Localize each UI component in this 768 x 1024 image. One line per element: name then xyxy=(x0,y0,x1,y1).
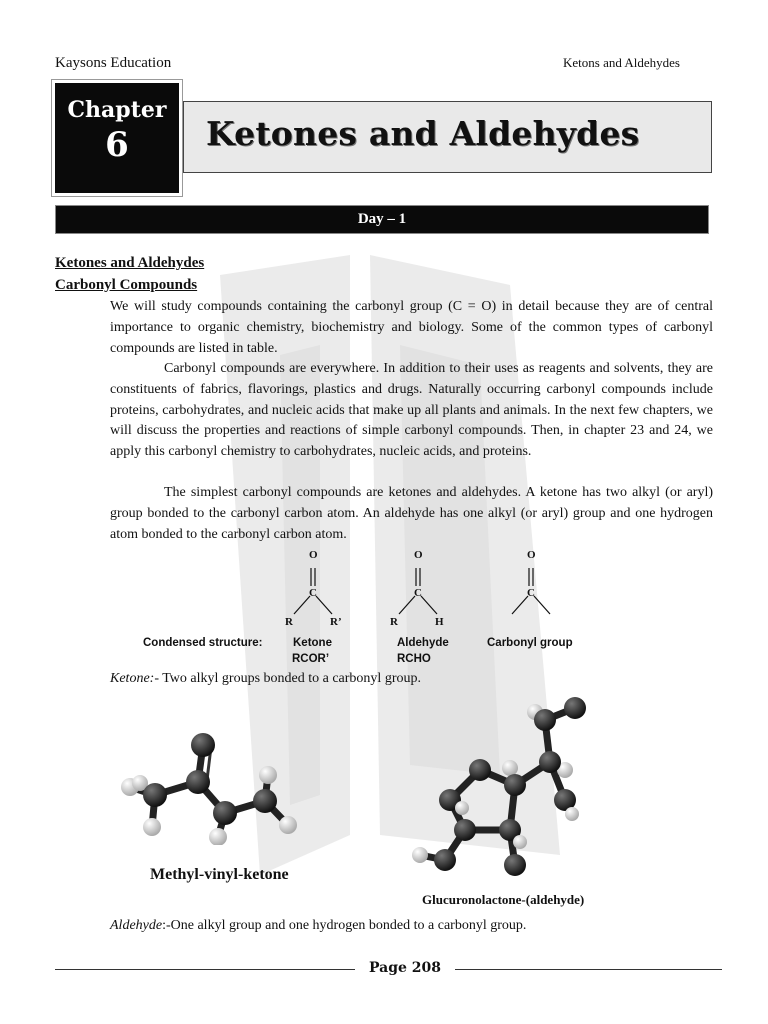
aldehyde-h: H xyxy=(435,616,444,628)
aldehyde-name: Aldehyde xyxy=(397,637,449,649)
chapter-badge xyxy=(55,83,179,193)
aldehyde-definition xyxy=(110,918,526,934)
aldehyde-formula: RCHO xyxy=(397,653,431,665)
condensed-structure-label: Condensed structure: xyxy=(143,637,263,649)
ketone-formula: RCOR’ xyxy=(292,653,330,665)
ketone-carbon: C xyxy=(309,587,317,599)
ketone-oxygen: O xyxy=(309,549,318,561)
aldehyde-oxygen: O xyxy=(414,549,423,561)
methyl-vinyl-ketone-caption: Methyl-vinyl-ketone xyxy=(150,866,289,883)
subsection-heading: Carbonyl Compounds xyxy=(55,277,198,293)
ketone-term: Ketone: xyxy=(110,671,155,686)
section-heading: Ketones and Aldehydes xyxy=(55,255,205,271)
carbonyl-oxygen: O xyxy=(527,549,536,561)
page-number: Page 208 xyxy=(360,960,450,976)
chapter-label: Chapter xyxy=(67,97,167,123)
day-bar: Day – 1 xyxy=(55,205,709,234)
ketone-r: R xyxy=(285,616,293,628)
footer-rule-left xyxy=(55,969,355,970)
glucuronolactone-model xyxy=(400,690,600,880)
paragraph-simplest: The simplest carbonyl compounds are ketones and aldehydes. A ketone has two alkyl (or aryl) group bonded to the carbonyl carbon atom. An aldehyde has one alkyl (or aryl) group and one hydrogen atom bonded to the carbonyl carbon atom. xyxy=(110,485,713,542)
methyl-vinyl-ketone-model xyxy=(110,725,310,845)
ketone-definition xyxy=(110,671,421,687)
carbonyl-carbon: C xyxy=(527,587,535,599)
ketone-name: Ketone xyxy=(293,637,332,649)
aldehyde-term: Aldehyde xyxy=(110,918,163,933)
paragraph-everywhere: Carbonyl compounds are everywhere. In addition to their uses as reagents and solvents, they are constituents of fabrics, flavorings, plastics and drugs. Naturally occurring carbonyl compounds include proteins, carbohydrates, and nucleic acids that make up all plants and animals. In the next few chapters, we will discuss the properties and reactions of simple carbonyl compounds. Then, in chapter 23 and 24, we apply this carbonyl chemistry to carbohydrates, nucleic acids, and proteins. xyxy=(110,361,713,460)
header-topic: Ketons and Aldehydes xyxy=(563,55,680,70)
paragraph-intro: We will study compounds containing the carbonyl group (C = O) in detail because they are of central importance to organic chemistry, biochemistry and biology. Some of the common types of carbonyl compounds are listed in table. xyxy=(110,299,713,356)
aldehyde-r: R xyxy=(390,616,398,628)
ketone-r-prime: R’ xyxy=(330,616,342,628)
ketone-definition-text: - Two alkyl groups bonded to a carbonyl group. xyxy=(154,671,421,686)
aldehyde-carbon: C xyxy=(414,587,422,599)
glucuronolactone-caption: Glucuronolactone-(aldehyde) xyxy=(422,892,585,907)
footer-rule-right xyxy=(455,969,722,970)
carbonyl-group-name: Carbonyl group xyxy=(487,637,573,649)
header-publisher: Kaysons Education xyxy=(55,55,172,71)
chapter-title-box xyxy=(183,101,712,173)
chapter-title: Ketones and Aldehydes xyxy=(206,114,640,153)
aldehyde-definition-text: :-One alkyl group and one hydrogen bonded to a carbonyl group. xyxy=(162,918,527,933)
chapter-number: 6 xyxy=(105,125,129,165)
